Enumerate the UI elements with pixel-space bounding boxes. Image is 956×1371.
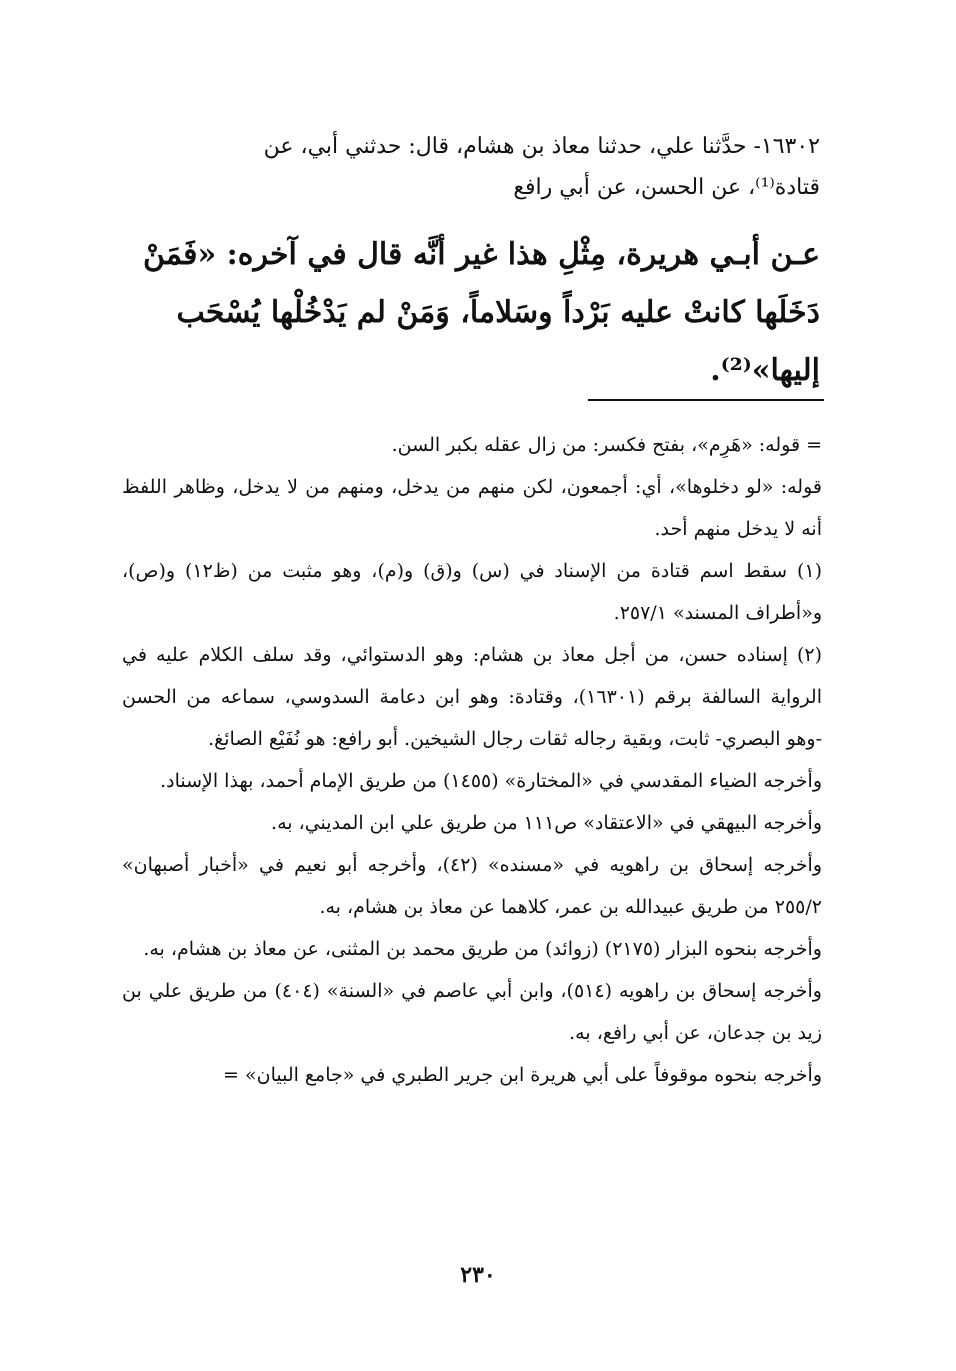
hadith-matn-line: عـن أبـي هريرة، مِثْلِ هذا غير أنَّه قال في آخره: «فَمَنْ	[142, 237, 820, 272]
footnote-separator	[588, 399, 824, 401]
footnote-paragraph: قوله: «لو دخلوها»، أي: أجمعون، لكن منهم من يدخل، ومنهم من لا يدخل، وظاهر اللفظ أنه لا يدخل منهم أحد.	[122, 476, 822, 540]
footnote-paragraph: وأخرجه إسحاق بن راهويه في «مسنده» (٤٢)، وأخرجه أبو نعيم في «أخبار أصبهان» ٢٥٥/٢ من طريق عبيدالله بن عمر، كلاهما عن معاذ بن هشام، به.	[122, 854, 822, 918]
hadith-isnad-line: قتادة⁽¹⁾، عن الحسن، عن أبي رافع	[513, 175, 820, 200]
hadith-matn	[130, 226, 820, 400]
footnote-paragraph: (١) سقط اسم قتادة من الإسناد في (س) و(ق) و(م)، وهو مثبت من (ظ١٢) و(ص)، و«أطراف المسند» ٢٥٧/١.	[122, 560, 822, 624]
hadith-matn-line: دَخَلَها كانتْ عليه بَرْداً وسَلاماً، وَمَنْ لم يَدْخُلْها يُسْحَب	[176, 295, 820, 330]
hadith-matn-line: إليها»⁽²⁾.	[710, 353, 820, 388]
footnote-paragraph: وأخرجه بنحوه البزار (٢١٧٥) (زوائد) من طريق محمد بن المثنى، عن معاذ بن هشام، به.	[143, 938, 822, 960]
footnote-paragraph: (٢) إسناده حسن، من أجل معاذ بن هشام: وهو الدستوائي، وقد سلف الكلام عليه في الرواية السالفة برقم (١٦٣٠١)، وقتادة: وهو ابن دعامة السدوسي، سماعه من الحسن -وهو البصري- ثابت، وبقية رجاله ثقات رجال الشيخين. أبو رافع: هو نُفَيْع الصائغ.	[122, 644, 823, 750]
footnote-paragraph: وأخرجه البيهقي في «الاعتقاد» ص١١١ من طريق علي ابن المديني، به.	[271, 812, 822, 834]
page-number: ٢٣٠	[460, 1262, 496, 1288]
footnote-paragraph: وأخرجه بنحوه موقوفاً على أبي هريرة ابن جرير الطبري في «جامع البيان» =	[223, 1064, 822, 1086]
footnotes	[122, 424, 822, 1096]
hadith-isnad	[130, 126, 820, 208]
footnote-paragraph: وأخرجه إسحاق بن راهويه (٥١٤)، وابن أبي عاصم في «السنة» (٤٠٤) من طريق علي بن زيد بن جدعان، عن أبي رافع، به.	[122, 980, 822, 1044]
footnote-paragraph: وأخرجه الضياء المقدسي في «المختارة» (١٤٥٥) من طريق الإمام أحمد، بهذا الإسناد.	[160, 770, 822, 792]
hadith-isnad-line: ١٦٣٠٢- حدَّثنا علي، حدثنا معاذ بن هشام، قال: حدثني أبي، عن	[263, 134, 820, 159]
footnote-paragraph: = قوله: «هَرِم»، بفتح فكسر: من زال عقله بكبر السن.	[391, 434, 822, 456]
